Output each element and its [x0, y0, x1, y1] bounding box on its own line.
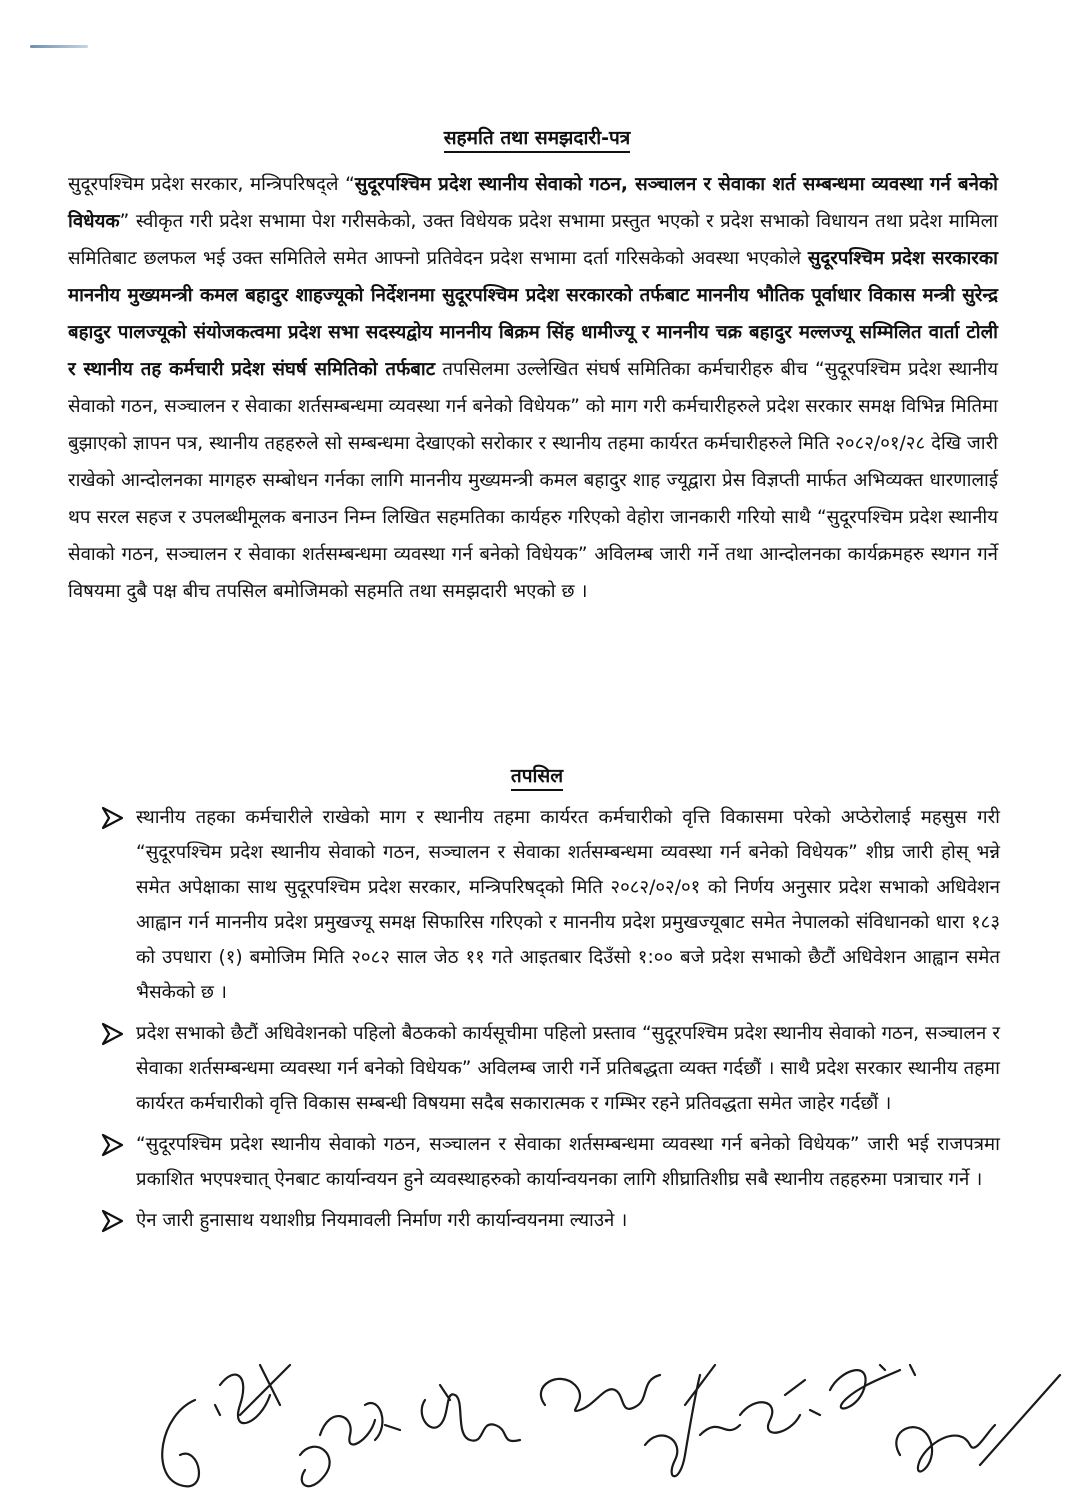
intro-paragraph: [68, 166, 998, 610]
signature-8: [896, 1375, 1060, 1471]
list-item-text: “सुदूरपश्चिम प्रदेश स्थानीय सेवाको गठन, सञ्चालन र सेवाका शर्तसम्बन्धमा व्यवस्था गर्न बनेको विधेयक” जारी भई राजपत्रमा प्रकाशित भएपश्चात् ऐनबाट कार्यान्वयन हुने व्यवस्थाहरुको कार्यान्वयनका लागि शीघ्रातिशीघ्र सबै स्थानीय तहहरुमा पत्राचार गर्ने ।: [136, 1134, 1000, 1190]
intro-segment: सुदूरपश्चिम प्रदेश स्थानीय सेवाको गठन, सञ्चालन र सेवाका शर्त सम्बन्धमा व्यवस्था गर्न बनेको विधेयक: [68, 174, 998, 232]
intro-segment: सुदूरपश्चिम प्रदेश सरकारका माननीय मुख्यमन्त्री कमल बहादुर शाहज्यूको निर्देशनमा सुदूरपश्चिम प्रदेश सरकारको तर्फबाट माननीय भौतिक पूर्वाधार विकास मन्त्री सुरेन्द्र बहादुर पालज्यूको संयोजकत्वमा प्रदेश सभा सदस्यद्वोय माननीय बिक्रम सिंह धामीज्यू र माननीय चक्र बहादुर मल्लज्यू सम्मिलित वार्ता टोली र स्थानीय तह कर्मचारी प्रदेश संघर्ष समितिको तर्फबाट: [68, 248, 998, 380]
signature-2: [300, 1403, 400, 1486]
scan-mark: [30, 45, 88, 48]
document-title: सहमति तथा समझदारी-पत्र: [0, 124, 1074, 150]
list-item-text: प्रदेश सभाको छैटौं अधिवेशनको पहिलो बैठकको कार्यसूचीमा पहिलो प्रस्ताव “सुदूरपश्चिम प्रदेश स्थानीय सेवाको गठन, सञ्चालन र सेवाका शर्तसम्बन्धमा व्यवस्था गर्न बनेको विधेयक” अविलम्ब जारी गर्ने प्रतिबद्धता व्यक्त गर्दछौं । साथै प्रदेश सरकार स्थानीय तहमा कार्यरत कर्मचारीको वृत्ति विकास सम्बन्धी विषयमा सदैब सकारात्मक र गम्भिर रहने प्रतिवद्धता समेत जाहेर गर्दछौं ।: [136, 1023, 1000, 1114]
signature-6: [740, 1380, 820, 1433]
signature-7: [830, 1365, 915, 1408]
signature-5: [645, 1365, 740, 1476]
signature-1: [162, 1365, 290, 1486]
arrow-bullet-icon: [100, 805, 126, 831]
list-item: [100, 1127, 1000, 1197]
signature-block: [140, 1345, 1070, 1510]
list-item: [100, 800, 1000, 1010]
list-item-text: ऐन जारी हुनासाथ यथाशीघ्र नियमावली निर्माण गरी कार्यान्वयनमा ल्याउने ।: [136, 1210, 628, 1231]
section-heading: तपसिल: [0, 762, 1074, 788]
intro-segment: ” स्वीकृत गरी प्रदेश सभामा पेश गरीसकेको, उक्त विधेयक प्रदेश सभामा प्रस्तुत भएको र प्रदेश सभाको विधायन तथा प्रदेश मामिला समितिबाट छलफल भई उक्त समितिले समेत आफ्नो प्रतिवेदन प्रदेश सभामा दर्ता गरिसकेको अवस्था भएकोले: [68, 211, 998, 269]
item-list: [100, 800, 1000, 1244]
signature-3: [422, 1385, 520, 1441]
arrow-bullet-icon: [100, 1132, 126, 1158]
list-item: [100, 1016, 1000, 1121]
signature-4: [541, 1375, 660, 1411]
arrow-bullet-icon: [100, 1021, 126, 1047]
intro-segment: सुदूरपश्चिम प्रदेश सरकार, मन्त्रिपरिषद्ले “: [68, 174, 355, 195]
arrow-bullet-icon: [100, 1208, 126, 1234]
intro-segment: तपसिलमा उल्लेखित संघर्ष समितिका कर्मचारीहरु बीच “सुदूरपश्चिम प्रदेश स्थानीय सेवाको गठन, सञ्चालन र सेवाका शर्तसम्बन्धमा व्यवस्था गर्न बनेको विधेयक” को माग गरी कर्मचारीहरुले प्रदेश सरकार समक्ष विभिन्न मितिमा बुझाएको ज्ञापन पत्र, स्थानीय तहहरुले सो सम्बन्धमा देखाएको सरोकार र स्थानीय तहमा कार्यरत कर्मचारीहरुले मिति २०८२/०१/२८ देखि जारी राखेको आन्दोलनका मागहरु सम्बोधन गर्नका लागि माननीय मुख्यमन्त्री कमल बहादुर शाह ज्यूद्वारा प्रेस विज्ञप्ती मार्फत अभिव्यक्त धारणालाई थप सरल सहज र उपलब्धीमूलक बनाउन निम्न लिखित सहमतिका कार्यहरु गरिएको वेहोरा जानकारी गरियो साथै “सुदूरपश्चिम प्रदेश स्थानीय सेवाको गठन, सञ्चालन र सेवाका शर्तसम्बन्धमा व्यवस्था गर्न बनेको विधेयक” अविलम्ब जारी गर्ने तथा आन्दोलनका कार्यक्रमहरु स्थगन गर्ने विषयमा दुबै पक्ष बीच तपसिल बमोजिमको सहमति तथा समझदारी भएको छ ।: [68, 359, 999, 602]
list-item: [100, 1203, 1000, 1238]
list-item-text: स्थानीय तहका कर्मचारीले राखेको माग र स्थानीय तहमा कार्यरत कर्मचारीको वृत्ति विकासमा परेको अप्ठेरोलाई महसुस गरी “सुदूरपश्चिम प्रदेश स्थानीय सेवाको गठन, सञ्चालन र सेवाका शर्तसम्बन्धमा व्यवस्था गर्न बनेको विधेयक” शीघ्र जारी होस् भन्ने समेत अपेक्षाका साथ सुदूरपश्चिम प्रदेश सरकार, मन्त्रिपरिषद्को मिति २०८२/०२/०१ को निर्णय अनुसार प्रदेश सभाको अधिवेशन आह्वान गर्न माननीय प्रदेश प्रमुखज्यू समक्ष सिफारिस गरिएको र माननीय प्रदेश प्रमुखज्यूबाट समेत नेपालको संविधानको धारा १८३ को उपधारा (१) बमोजिम मिति २०८२ साल जेठ ११ गते आइतबार दिउँसो १:०० बजे प्रदेश सभाको छैटौं अधिवेशन आह्वान समेत भैसकेको छ ।: [136, 807, 1000, 1003]
